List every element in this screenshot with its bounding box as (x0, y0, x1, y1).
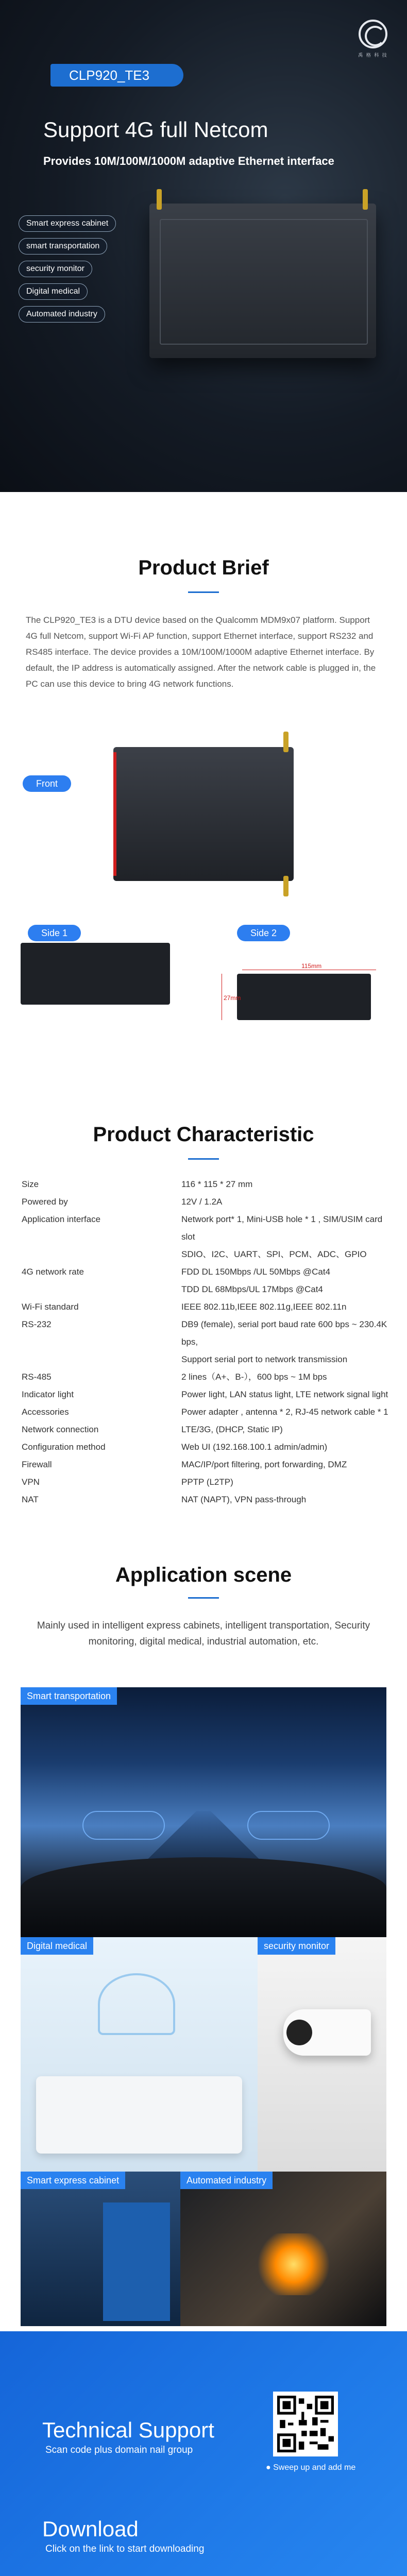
front-highlight (113, 752, 116, 876)
application-desc: Mainly used in intelligent express cabinets, intelligent transportation, Security monitoring, digital medical, industrial automation, etc. (37, 1620, 370, 1647)
spec-key: Wi-Fi standard (22, 1302, 79, 1312)
scene-label: Automated industry (180, 2172, 273, 2189)
spec-row (22, 1211, 393, 1246)
spec-value: 12V / 1.2A (181, 1197, 223, 1207)
spec-value: SDIO、I2C、UART、SPI、PCM、ADC、GPIO (181, 1249, 367, 1259)
hero-subtitle: Provides 10M/100M/1000M adaptive Ethernet interface (43, 155, 334, 167)
spec-value: Power adapter , antenna * 2, RJ-45 network cable * 1 (181, 1407, 388, 1417)
spec-value: MAC/IP/port filtering, port forwarding, DMZ (181, 1460, 347, 1469)
hero-tag-list (19, 215, 122, 329)
spec-value: Support serial port to network transmission (181, 1354, 348, 1364)
cabinet-image (103, 2202, 170, 2321)
spec-value: 116 * 115 * 27 mm (181, 1179, 253, 1189)
spec-row (22, 1246, 393, 1263)
spec-value: TDD DL 68Mbps/UL 17Mbps @Cat4 (181, 1284, 323, 1294)
qr-code (273, 2392, 338, 2456)
qr-code-icon (277, 2396, 334, 2452)
section-title-brief: Product Brief (138, 556, 269, 579)
dashboard-image (21, 1857, 386, 1940)
height-dimension: 27mm (224, 994, 241, 1002)
scene-label: Smart express cabinet (21, 2172, 125, 2189)
spec-row (22, 1263, 393, 1281)
spec-key (22, 1351, 181, 1368)
section-title-characteristic: Product Characteristic (93, 1123, 314, 1146)
keyboard-image (36, 2076, 242, 2154)
spec-value: PPTP (L2TP) (181, 1477, 233, 1487)
spec-key: Firewall (22, 1460, 52, 1469)
scene-industry (180, 2172, 386, 2326)
spec-value: IEEE 802.11b,IEEE 802.11g,IEEE 802.11n (181, 1302, 347, 1312)
hero-banner (0, 0, 407, 492)
hero-tag: Automated industry (19, 306, 105, 323)
spec-key: NAT (22, 1495, 39, 1504)
spec-row (22, 1386, 393, 1403)
scene-label: security monitor (258, 1937, 335, 1955)
spec-value: Network port* 1, Mini-USB hole * 1 , SIM/USIM card slot (181, 1214, 383, 1242)
heart-icon (98, 1973, 175, 2035)
scene-medical (21, 1937, 258, 2174)
device-image (149, 204, 376, 358)
spec-row (22, 1351, 393, 1368)
spec-row (22, 1438, 393, 1456)
spec-key: Powered by (22, 1197, 68, 1207)
side1-view-image (21, 943, 170, 1005)
spec-key: Configuration method (22, 1442, 106, 1452)
spec-row (22, 1281, 393, 1298)
spec-value: Web UI (192.168.100.1 admin/admin) (181, 1442, 328, 1452)
qr-caption: ● Sweep up and add me (266, 2463, 356, 2472)
antenna-icon (157, 189, 162, 210)
side1-label: Side 1 (28, 925, 81, 941)
spec-key: VPN (22, 1477, 40, 1487)
antenna-icon (283, 876, 289, 896)
spec-row (22, 1491, 393, 1509)
brand-logo (354, 20, 392, 61)
spec-key: RS-232 (22, 1319, 52, 1329)
scene-label: Digital medical (21, 1937, 93, 1955)
scene-transport (21, 1687, 386, 1940)
title-underline (188, 1597, 219, 1599)
download-subtitle: Click on the link to start downloading (45, 2544, 205, 2554)
title-underline (188, 591, 219, 593)
support-title: Technical Support (42, 2418, 214, 2442)
side2-label: Side 2 (237, 925, 290, 941)
footer (0, 2331, 407, 2576)
sparks-image (252, 2233, 335, 2295)
hero-tag: Smart express cabinet (19, 215, 116, 232)
scene-express (21, 2172, 180, 2326)
width-dimension: 115mm (301, 962, 322, 970)
spec-key: Network connection (22, 1425, 99, 1434)
spec-key: 4G network rate (22, 1267, 84, 1277)
spec-row (22, 1421, 393, 1438)
hero-title: Support 4G full Netcom (43, 117, 268, 142)
spec-value: LTE/3G, (DHCP, Static IP) (181, 1425, 283, 1434)
scene-security (258, 1937, 386, 2174)
spec-value: 2 lines（A+、B-），600 bps ~ 1M bps (181, 1372, 327, 1382)
section-title-application: Application scene (115, 1564, 292, 1586)
spec-key: Accessories (22, 1407, 69, 1417)
logo-mark-icon (359, 20, 387, 48)
download-title: Download (42, 2517, 139, 2541)
spec-table (22, 1176, 393, 1509)
hero-tag: smart transportation (19, 238, 107, 255)
spec-value: DB9 (female), serial port baud rate 600 bps ~ 230.4K bps, (181, 1319, 387, 1347)
model-badge: CLP920_TE3 (50, 64, 183, 87)
spec-row (22, 1176, 393, 1193)
spec-key: Size (22, 1179, 39, 1189)
spec-key: Indicator light (22, 1389, 74, 1399)
camera-lens-icon (286, 2020, 312, 2045)
support-subtitle: Scan code plus domain nail group (45, 2445, 193, 2455)
spec-row (22, 1316, 393, 1351)
side2-view-image (237, 974, 371, 1020)
scene-label: Smart transportation (21, 1687, 117, 1705)
spec-value: FDD DL 150Mbps /UL 50Mbps @Cat4 (181, 1267, 331, 1277)
spec-row (22, 1298, 393, 1316)
spec-key: RS-485 (22, 1372, 52, 1382)
spec-value: NAT (NAPT), VPN pass-through (181, 1495, 307, 1504)
antenna-icon (283, 732, 289, 752)
brief-text: The CLP920_TE3 is a DTU device based on the Qualcomm MDM9x07 platform. Support 4G full Netcom, support Wi-Fi AP function, support Ethernet interface, support RS232 and RS485 interface. The device provides a 10M/100M/1000M adaptive Ethernet interface. By default, the IP address is automatically assigned. After the network cable is plugged in, the PC can use this device to bring 4G network functions. (26, 615, 376, 689)
spec-key: Application interface (22, 1214, 101, 1224)
spec-row (22, 1456, 393, 1473)
logo-caption: 禹 格 科 技 (358, 53, 388, 58)
spec-key (22, 1281, 181, 1298)
gauge-icon (82, 1811, 165, 1840)
antenna-icon (363, 189, 368, 210)
front-label: Front (23, 775, 71, 792)
title-underline (188, 1158, 219, 1160)
hero-tag: security monitor (19, 261, 92, 277)
spec-row (22, 1193, 393, 1211)
spec-row (22, 1473, 393, 1491)
spec-value: Power light, LAN status light, LTE network signal light (181, 1389, 388, 1399)
hero-tag: Digital medical (19, 283, 88, 300)
front-view-image (113, 747, 294, 881)
spec-row (22, 1368, 393, 1386)
spec-row (22, 1403, 393, 1421)
spec-key (22, 1246, 181, 1263)
gauge-icon (247, 1811, 330, 1840)
